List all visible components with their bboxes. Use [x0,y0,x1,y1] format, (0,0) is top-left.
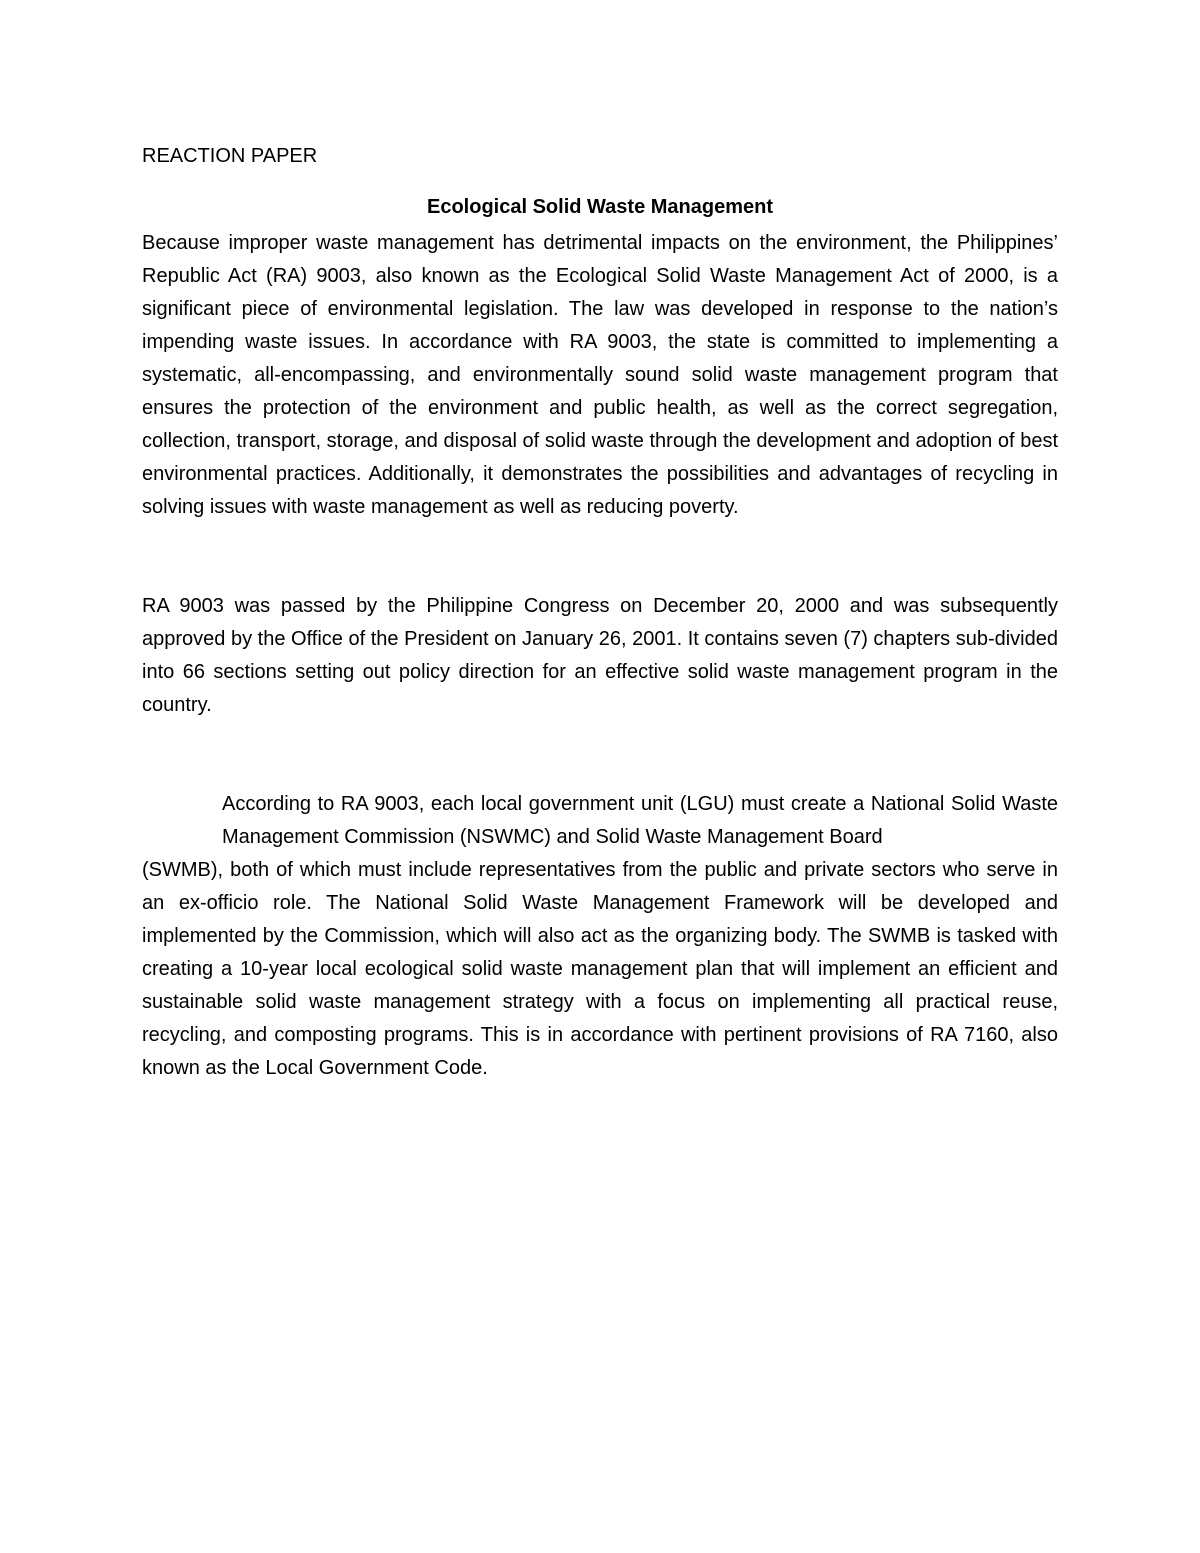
document-label: REACTION PAPER [142,145,318,167]
document-content [142,140,1058,1085]
paragraph-history: RA 9003 was passed by the Philippine Congress on December 20, 2000 and was subsequently approved by the Office of the President on January 26, 2001. It contains seven (7) chapters sub-divided into 66 sections setting out policy direction for an effective solid waste management program in the country. [142,595,1058,716]
paragraph-introduction: Because improper waste management has detrimental impacts on the environment, the Philippines’ Republic Act (RA) 9003, also known as the Ecological Solid Waste Management Act of 2000, is a significant piece of environmental legislation. The law was developed in response to the nation’s impending waste issues. In accordance with RA 9003, the state is committed to implementing a systematic, all-encompassing, and environmentally sound solid waste management program that ensures the protection of the environment and public health, as well as the correct segregation, collection, transport, storage, and disposal of solid waste through the development and adoption of best environmental practices. Additionally, it demonstrates the possibilities and advantages of recycling in solving issues with waste management as well as reducing poverty. [142,232,1058,518]
paragraph-lgu-requirements [142,788,1058,1085]
paragraph-lgu-requirements-indented: According to RA 9003, each local government unit (LGU) must create a National Solid Waste Management Commission (NSWMC) and Solid Waste Management Board [222,793,1058,848]
paragraph-lgu-requirements-continued: (SWMB), both of which must include representatives from the public and private sectors who serve in an ex-officio role. The National Solid Waste Management Framework will be developed and implemented by the Commission, which will also act as the organizing body. The SWMB is tasked with creating a 10-year local ecological solid waste management plan that will implement an efficient and sustainable solid waste management strategy with a focus on implementing all practical reuse, recycling, and composting programs. This is in accordance with pertinent provisions of RA 7160, also known as the Local Government Code. [142,859,1058,1079]
document-title: Ecological Solid Waste Management [427,196,773,218]
